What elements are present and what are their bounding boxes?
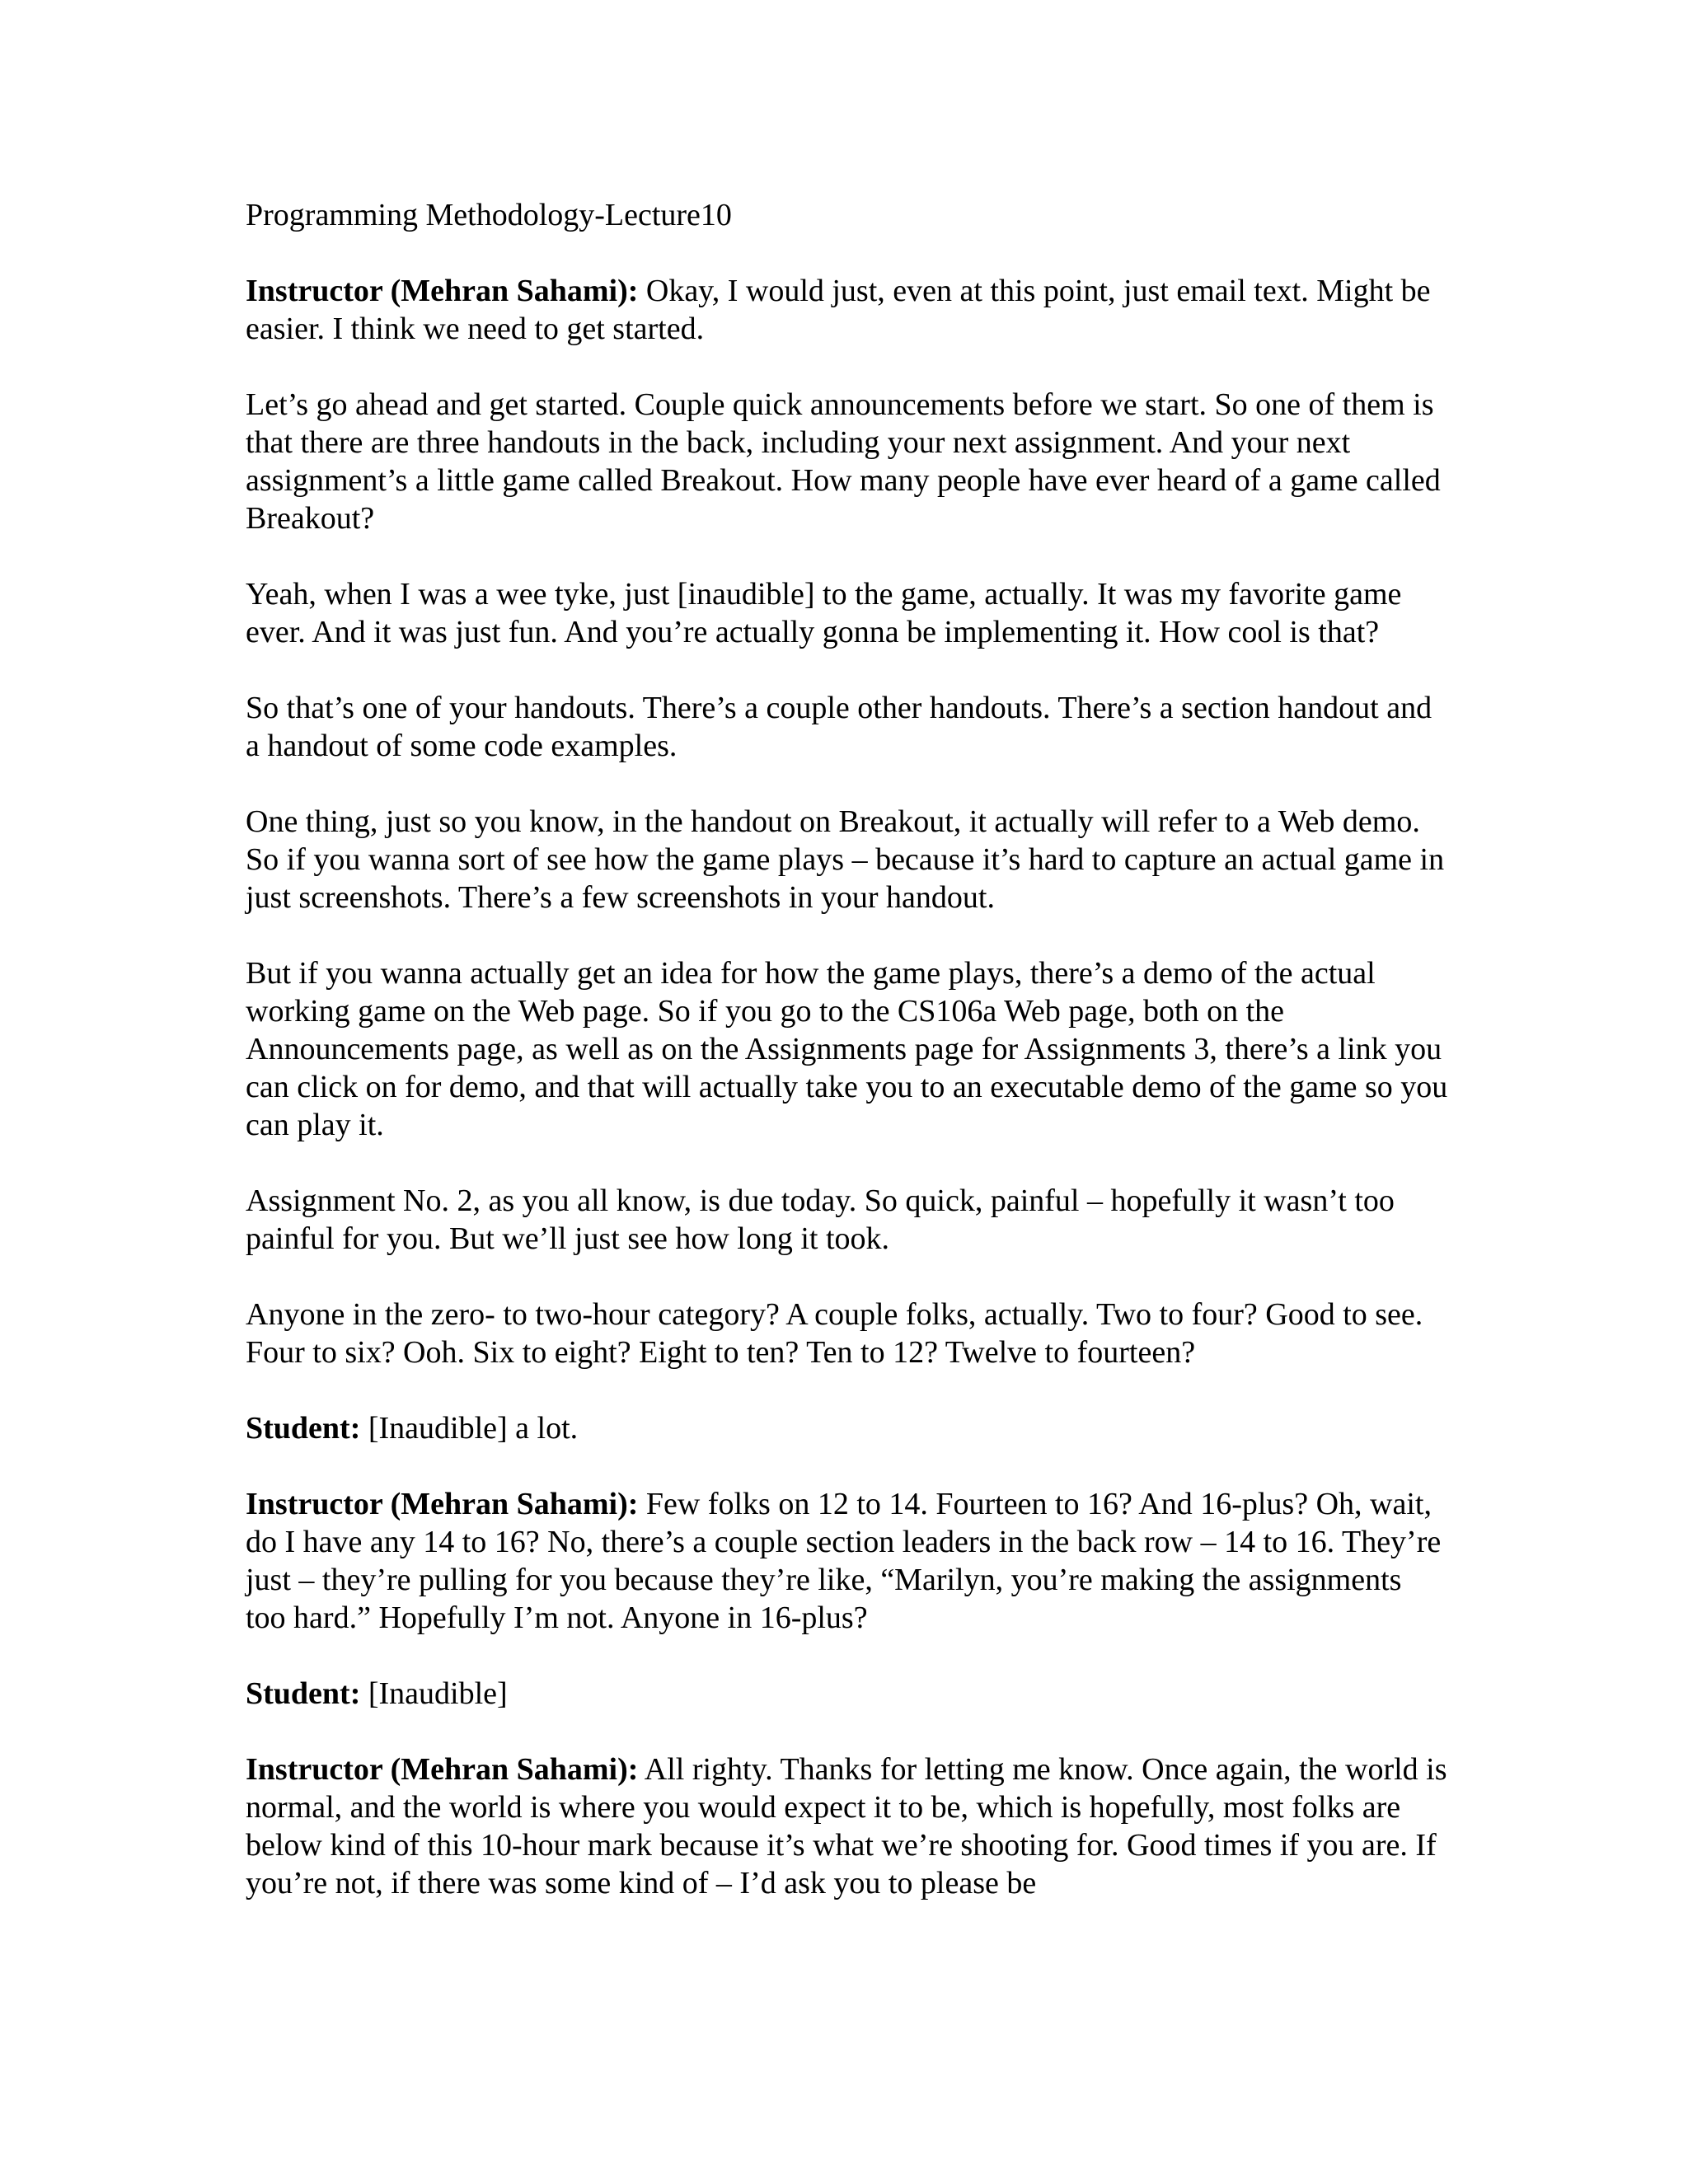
paragraph bbox=[246, 1485, 1449, 1637]
speaker-label: Instructor (Mehran Sahami): bbox=[246, 274, 639, 308]
paragraph-text: Few folks on 12 to 14. Fourteen to 16? And 16-plus? Oh, wait, do I have any 14 to 16? No, there’s a couple section leaders in the back row – 14 to 16. They’re just – they’re pulling for you because they’re like, “Marilyn, you’re making the assignments too hard.” Hopefully I’m not. Anyone in 16-plus? bbox=[246, 1487, 1442, 1635]
speaker-label: Student: bbox=[246, 1676, 361, 1711]
paragraph bbox=[246, 1675, 1449, 1713]
paragraph-text: So that’s one of your handouts. There’s a couple other handouts. There’s a section handout and a handout of some code examples. bbox=[246, 691, 1432, 763]
paragraph bbox=[246, 386, 1449, 537]
speaker-label: Instructor (Mehran Sahami): bbox=[246, 1487, 639, 1521]
paragraph-text: But if you wanna actually get an idea for how the game plays, there’s a demo of the actual working game on the Web page. So if you go to the CS106a Web page, both on the Announcements page, as well as on the Assignments page for Assignments 3, there’s a link you can click on for demo, and that will actually take you to an executable demo of the game so you can play it. bbox=[246, 956, 1448, 1142]
paragraph bbox=[246, 1182, 1449, 1258]
paragraph-text: Anyone in the zero- to two-hour category? A couple folks, actually. Two to four? Good to see. Four to six? Ooh. Six to eight? Eight to ten? Ten to 12? Twelve to fourteen? bbox=[246, 1297, 1423, 1370]
paragraph bbox=[246, 575, 1449, 651]
paragraph bbox=[246, 954, 1449, 1144]
paragraph-text: All righty. Thanks for letting me know. Once again, the world is normal, and the world is where you would expect it to be, which is hopefully, most folks are below kind of this 10-hour mark because it’s what we’re shooting for. Good times if you are. If you’re not, if there was some kind of – I’d ask you to please be bbox=[246, 1752, 1447, 1900]
paragraph bbox=[246, 1296, 1449, 1371]
paragraph bbox=[246, 803, 1449, 916]
transcript-page bbox=[246, 196, 1449, 1940]
paragraph-text: Let’s go ahead and get started. Couple quick announcements before we start. So one of them is that there are three handouts in the back, including your next assignment. And your next assignment’s a little game called Breakout. How many people have ever heard of a game called Breakout? bbox=[246, 387, 1441, 536]
speaker-label: Student: bbox=[246, 1411, 361, 1446]
paragraph bbox=[246, 1409, 1449, 1447]
paragraph bbox=[246, 272, 1449, 348]
speaker-label: Instructor (Mehran Sahami): bbox=[246, 1752, 639, 1787]
paragraph-text: Yeah, when I was a wee tyke, just [inaudible] to the game, actually. It was my favorite game ever. And it was just fun. And you’re actually gonna be implementing it. How cool is that? bbox=[246, 577, 1402, 649]
paragraph bbox=[246, 1750, 1449, 1902]
paragraph-text: Okay, I would just, even at this point, just email text. Might be easier. I think we need to get started. bbox=[246, 274, 1431, 346]
paragraph bbox=[246, 689, 1449, 765]
document-title: Programming Methodology-Lecture10 bbox=[246, 198, 732, 232]
paragraph-text: [Inaudible] a lot. bbox=[360, 1411, 579, 1446]
paragraph-text: Assignment No. 2, as you all know, is due today. So quick, painful – hopefully it wasn’t too painful for you. But we’ll just see how long it took. bbox=[246, 1183, 1395, 1256]
paragraph-text: [Inaudible] bbox=[360, 1676, 508, 1711]
paragraph-text: One thing, just so you know, in the handout on Breakout, it actually will refer to a Web demo. So if you wanna sort of see how the game plays – because it’s hard to capture an actual game in just screenshots. There’s a few screenshots in your handout. bbox=[246, 804, 1445, 915]
